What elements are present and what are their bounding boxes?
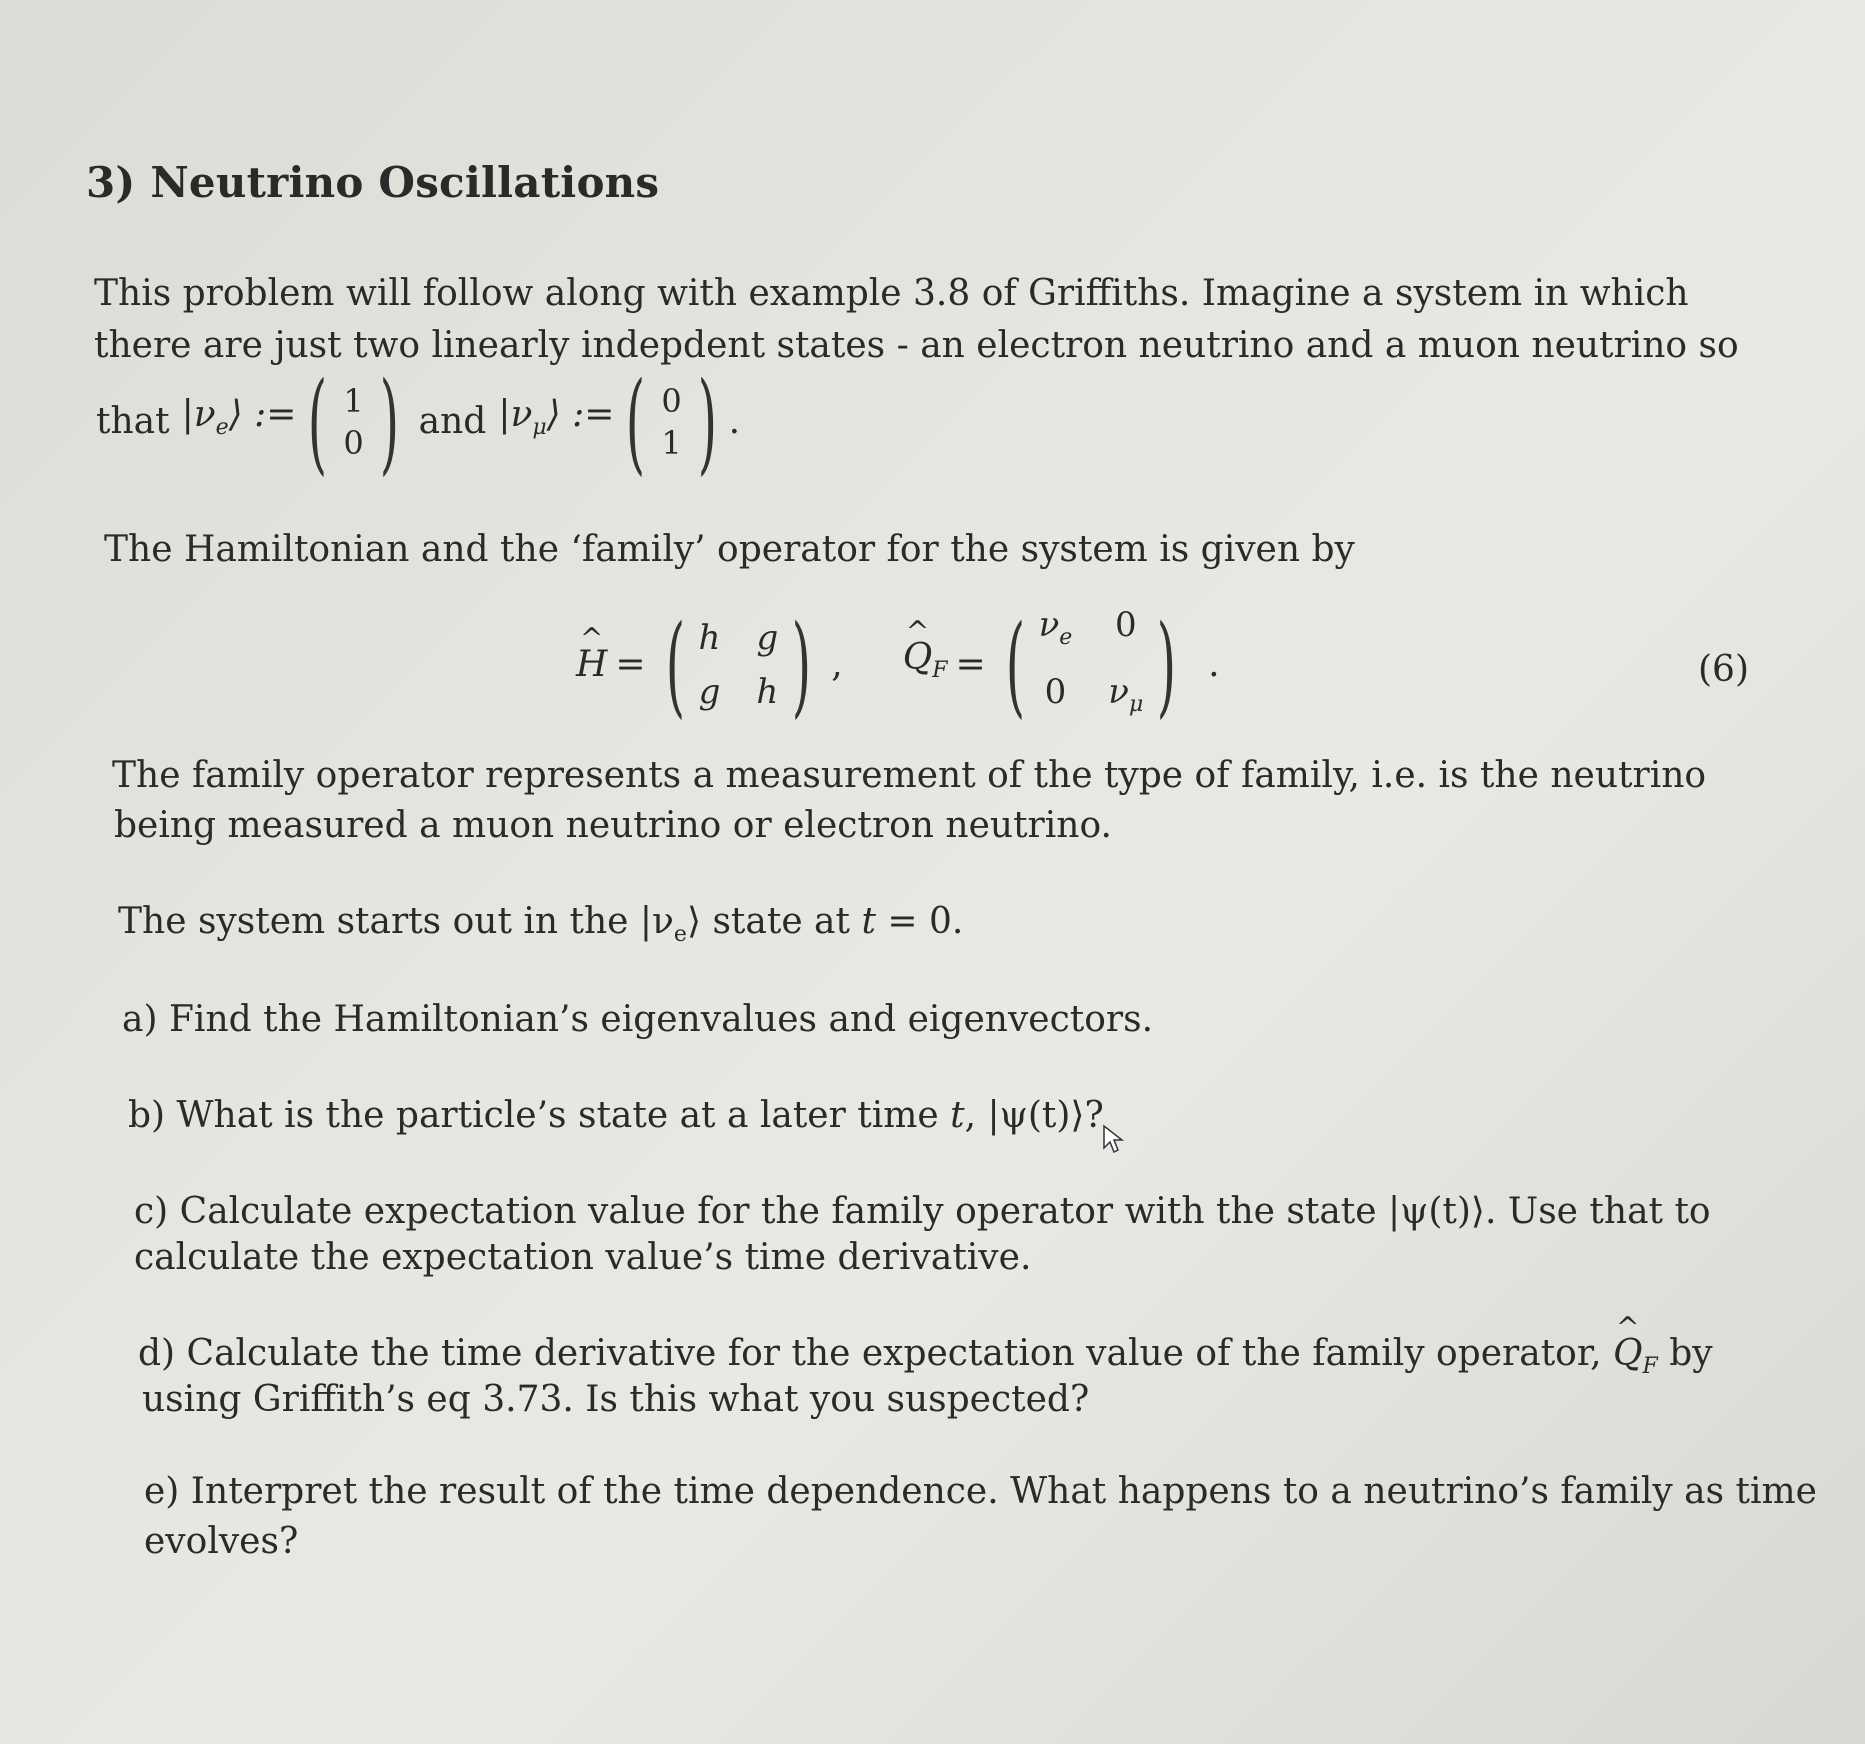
vector-mu: ( 0 1 ) (626, 358, 717, 486)
family-operator-matrix: ( $\nu_e$ 0 0 $\nu_\mu$ ) (1005, 601, 1177, 729)
family-operator-symbol: ^ $Q_F$ (903, 634, 948, 695)
part-e-line-1: e) Interpret the result of the time dependence. What happens to a neutrino’s family as time (144, 1471, 1817, 1512)
part-c-line-1: c) Calculate expectation value for the family operator with the state |ψ(t)⟩. Use that to (134, 1191, 1711, 1232)
part-d-line-2: using Griffith’s eq 3.73. Is this what you suspected? (142, 1379, 1090, 1420)
part-e-line-2: evolves? (144, 1521, 299, 1562)
hamiltonian-symbol: ^ H (576, 641, 607, 689)
part-b: b) What is the particle’s state at a later time t, |ψ(t)⟩? (128, 1095, 1104, 1136)
initial-state-text: The system starts out in the $|\nu_e⟩$ state at t = 0. (118, 901, 964, 948)
hamiltonian-matrix: ( h g g h ) (665, 601, 812, 729)
intro-line-1: This problem will follow along with example 3.8 of Griffiths. Imagine a system in which (94, 273, 1689, 314)
equation-6: ^ H = ( h g g h ) , ^ $Q_F$ = ( $\nu_e$ 0 0 $\nu_\mu$ ) . (576, 610, 1220, 720)
part-c-line-2: calculate the expectation value’s time derivative. (134, 1237, 1032, 1278)
and-label: and (418, 401, 487, 442)
mouse-pointer-icon (1102, 1124, 1124, 1154)
ket-e-label: $|\nu_e⟩$ := (181, 394, 297, 441)
equation-number: (6) (1698, 649, 1749, 690)
problem-title: 3) Neutrino Oscillations (86, 158, 660, 207)
intro-line-2: there are just two linearly indepdent states - an electron neutrino and a muon neutrino so (94, 325, 1739, 366)
family-text-line-1: The family operator represents a measurement of the type of family, i.e. is the neutrino (112, 755, 1707, 796)
part-d-line-1: d) Calculate the time derivative for the expectation value of the family operator, ^ $Q_F$ by (138, 1330, 1713, 1391)
ket-mu-label: $|\nu_\mu⟩$ := (498, 394, 615, 441)
that-label: that (96, 401, 170, 442)
hamiltonian-intro: The Hamiltonian and the ‘family’ operator for the system is given by (104, 529, 1355, 570)
part-a: a) Find the Hamiltonian’s eigenvalues and eigenvectors. (122, 999, 1154, 1040)
family-text-line-2: being measured a muon neutrino or electron neutrino. (114, 805, 1112, 846)
vector-e: ( 1 0 ) (308, 358, 399, 486)
state-definitions: that $|\nu_e⟩$ := ( 1 0 ) and $|\nu_\mu⟩$ := ( 0 1 ) . (96, 358, 741, 486)
